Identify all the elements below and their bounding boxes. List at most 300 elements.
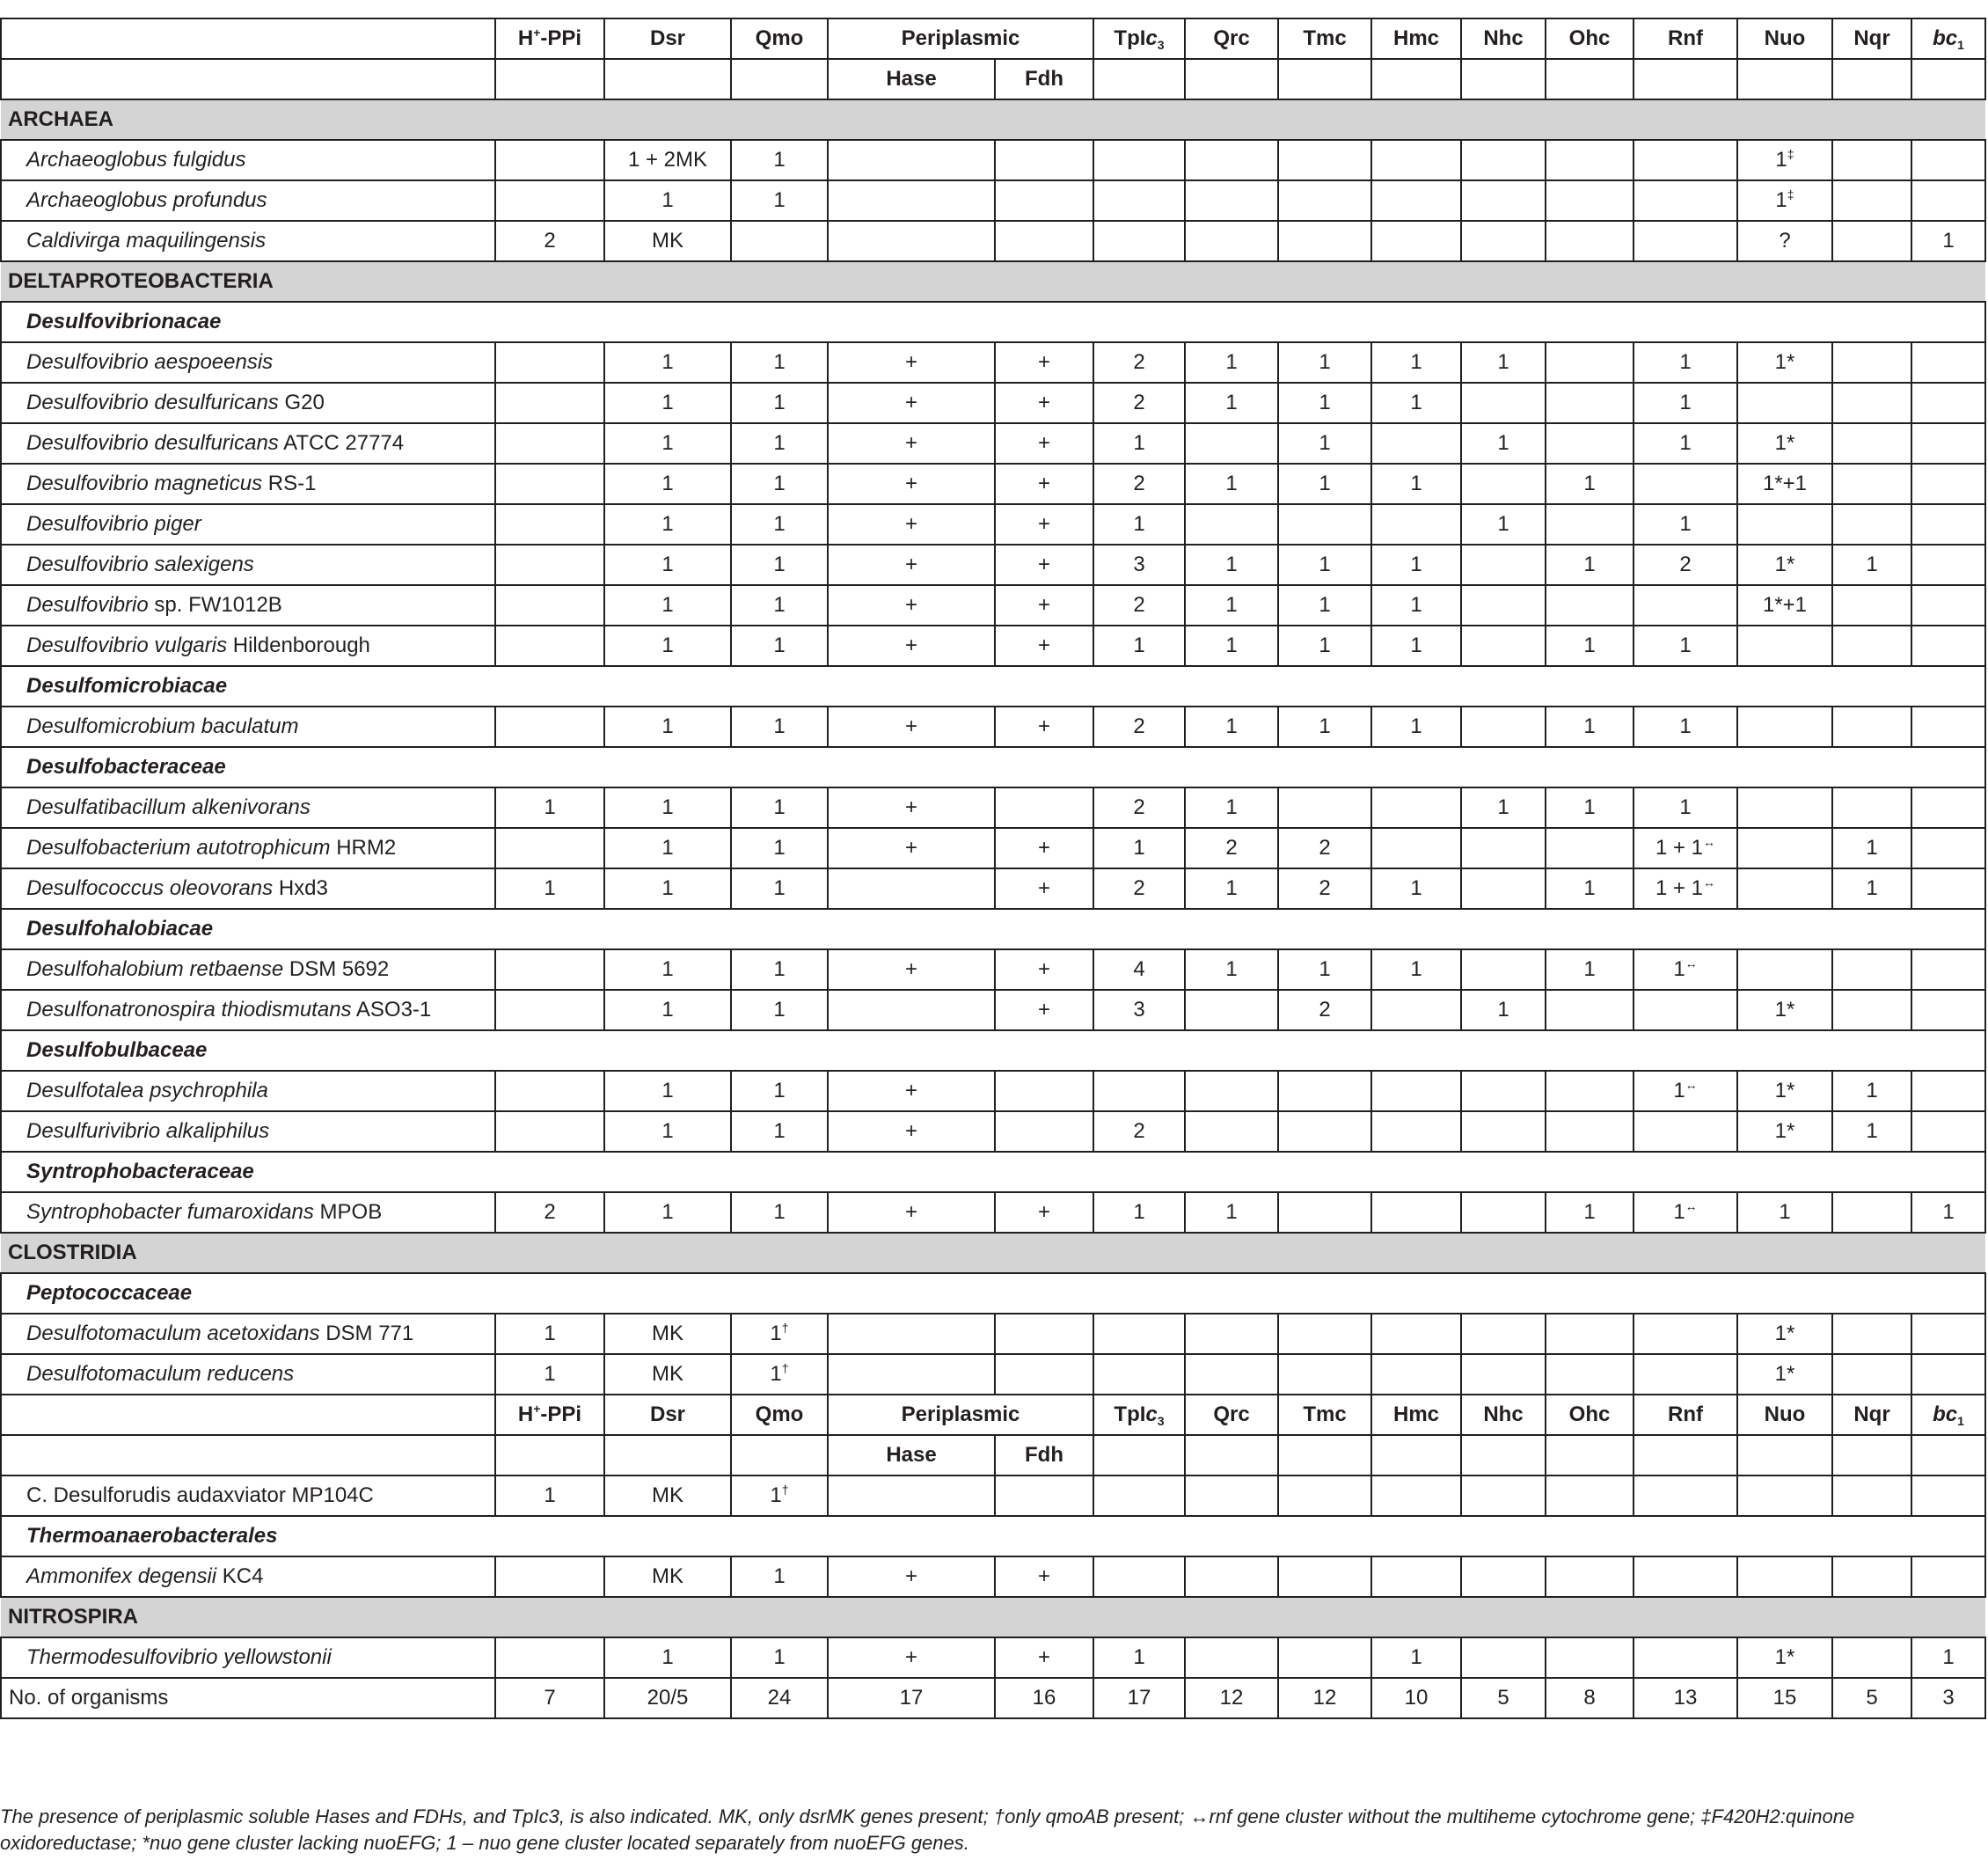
cell-ohc [1546, 383, 1634, 423]
cell-dsr: 1 [604, 504, 731, 545]
strain-name: RS-1 [267, 472, 317, 495]
subheader-blank [1093, 1435, 1185, 1476]
cell-rnf [1634, 990, 1737, 1030]
cell-tplc3 [1093, 1476, 1185, 1516]
cell-hmc [1371, 221, 1461, 261]
family-label: Desulfomicrobiacae [1, 666, 1985, 707]
footnote-mark: ‡ [1787, 187, 1794, 201]
header-rnf: Rnf [1634, 1395, 1737, 1435]
cell-ohc: 1 [1546, 626, 1634, 666]
cell-tmc: 1 [1278, 423, 1371, 464]
subheader-blank [1093, 59, 1185, 99]
cell-hase [828, 221, 995, 261]
cell-nhc: 1 [1461, 990, 1546, 1030]
cell-qmo: 1 [731, 545, 828, 585]
cell-nhc [1461, 180, 1546, 221]
cell-ohc: 1 [1546, 707, 1634, 747]
cell-nhc [1461, 585, 1546, 626]
italic-bc: bc [1933, 1402, 1958, 1426]
cell-fdh [995, 221, 1093, 261]
cell-qrc [1185, 180, 1278, 221]
cell-nqr [1832, 221, 1911, 261]
cell-qmo: 1 [731, 180, 828, 221]
species-name: Desulfotomaculum reducens [26, 1362, 295, 1386]
cell-tmc [1278, 180, 1371, 221]
footnote-mark: ‡ [1787, 147, 1794, 161]
cell-hppi [495, 1637, 604, 1678]
cell-rnf: 1↔ [1634, 949, 1737, 990]
cell-hmc [1371, 1556, 1461, 1597]
table-row [1, 1314, 1985, 1354]
cell-qrc: 1 [1185, 464, 1278, 504]
cell-nuo: 1* [1737, 423, 1832, 464]
total-nqr: 5 [1832, 1678, 1911, 1718]
cell-rnf [1634, 1556, 1737, 1597]
header-qmo: Qmo [731, 1395, 828, 1435]
cell-hase: + [828, 1071, 995, 1111]
cell-hmc: 1 [1371, 464, 1461, 504]
cell-qmo: 1 [731, 707, 828, 747]
cell-ohc: 1 [1546, 949, 1634, 990]
organism-name [1, 423, 495, 464]
cell-rnf [1634, 1476, 1737, 1516]
cell-dsr: 1 [604, 990, 731, 1030]
cell-fdh: + [995, 545, 1093, 585]
cell-hmc [1371, 1314, 1461, 1354]
cell-fdh [995, 1354, 1093, 1395]
cell-ohc [1546, 342, 1634, 383]
cell-nuo: 1*+1 [1737, 464, 1832, 504]
cell-ohc [1546, 1314, 1634, 1354]
strain-name: Hildenborough [232, 633, 370, 657]
cell-nqr [1832, 423, 1911, 464]
cell-nhc [1461, 221, 1546, 261]
cell-tplc3 [1093, 1314, 1185, 1354]
cell-nuo: 1* [1737, 1314, 1832, 1354]
subheader-blank [1832, 59, 1911, 99]
header-hase: Hase [828, 1435, 995, 1476]
cell-nhc [1461, 383, 1546, 423]
strain-name: MPOB [319, 1200, 383, 1224]
subheader-blank [731, 1435, 828, 1476]
cell-nhc [1461, 707, 1546, 747]
cell-hppi: 1 [495, 787, 604, 828]
cell-tmc [1278, 1192, 1371, 1233]
cell-rnf [1634, 1314, 1737, 1354]
header-periplasmic: Periplasmic [828, 18, 1093, 59]
cell-rnf: 1 [1634, 787, 1737, 828]
organism-name [1, 828, 495, 868]
family-row-syntrophobacteraceae [1, 1152, 1985, 1192]
cell-qmo: 1 [731, 423, 828, 464]
cell-hppi: 1 [495, 1314, 604, 1354]
cell-hase [828, 180, 995, 221]
cell-nqr [1832, 949, 1911, 990]
cell-hppi [495, 707, 604, 747]
family-row-peptococcaceae [1, 1273, 1985, 1314]
footnote-mark: ↔ [1685, 1078, 1698, 1092]
header-tplc3: TpIc$_3$ [1093, 18, 1185, 59]
cell-ohc: 1 [1546, 1192, 1634, 1233]
table-row [1, 1192, 1985, 1233]
header-tmc: Tmc [1278, 18, 1371, 59]
species-name: Desulfobacterium autotrophicum [26, 836, 331, 860]
cell-nqr [1832, 140, 1911, 180]
cell-tmc: 1 [1278, 545, 1371, 585]
header-nhc: Nhc [1461, 18, 1546, 59]
total-bc1: 3 [1911, 1678, 1985, 1718]
cell-fdh [995, 1111, 1093, 1152]
cell-tmc: 1 [1278, 464, 1371, 504]
family-label: Desulfobulbaceae [1, 1030, 1985, 1071]
table-row [1, 585, 1985, 626]
cell-qrc: 1 [1185, 585, 1278, 626]
cell-hmc [1371, 1354, 1461, 1395]
cell-tmc: 1 [1278, 383, 1371, 423]
cell-nhc [1461, 949, 1546, 990]
cell-nuo [1737, 626, 1832, 666]
cell-hppi [495, 423, 604, 464]
cell-dsr: 1 [604, 949, 731, 990]
total-ohc: 8 [1546, 1678, 1634, 1718]
cell-qmo: 1 [731, 585, 828, 626]
italic-bc: bc [1933, 26, 1958, 50]
cell-nuo [1737, 1556, 1832, 1597]
family-row-thermoanaerobacterales [1, 1516, 1985, 1556]
cell-hase: + [828, 1111, 995, 1152]
cell-bc1 [1911, 990, 1985, 1030]
header-periplasmic: Periplasmic [828, 1395, 1093, 1435]
cell-hase: + [828, 787, 995, 828]
subheader-blank [731, 59, 828, 99]
subheader-blank [1737, 1435, 1832, 1476]
cell-qmo: 1 [731, 342, 828, 383]
cell-dsr: 1 [604, 828, 731, 868]
family-label: Desulfovibrionacae [1, 302, 1985, 342]
cell-bc1 [1911, 504, 1985, 545]
strain-name: HRM2 [336, 836, 397, 860]
header-tmc: Tmc [1278, 1395, 1371, 1435]
cell-tmc [1278, 787, 1371, 828]
cell-qmo [731, 221, 828, 261]
cell-hmc: 1 [1371, 707, 1461, 747]
section-label: CLOSTRIDIA [1, 1233, 1985, 1273]
section-row-archaea [1, 99, 1985, 140]
cell-tplc3: 2 [1093, 464, 1185, 504]
table-row [1, 180, 1985, 221]
cell-qrc [1185, 140, 1278, 180]
cell-qmo: 1 [731, 383, 828, 423]
cell-nqr: 1 [1832, 868, 1911, 909]
header-rnf: Rnf [1634, 18, 1737, 59]
table-row [1, 787, 1985, 828]
subheader-blank [1634, 59, 1737, 99]
cell-hppi [495, 990, 604, 1030]
cell-fdh [995, 1071, 1093, 1111]
subheader-blank [1461, 1435, 1546, 1476]
cell-hase: + [828, 545, 995, 585]
organism-name [1, 990, 495, 1030]
subheader-blank [604, 1435, 731, 1476]
cell-hmc [1371, 423, 1461, 464]
cell-bc1: 1 [1911, 1637, 1985, 1678]
header-qrc: Qrc [1185, 18, 1278, 59]
cell-hase [828, 1354, 995, 1395]
organism-name [1, 1314, 495, 1354]
table-row [1, 990, 1985, 1030]
cell-qmo: 1 [731, 990, 828, 1030]
cell-qrc [1185, 1354, 1278, 1395]
header-blank [1, 18, 495, 59]
cell-hppi: 1 [495, 1476, 604, 1516]
species-name: Syntrophobacter fumaroxidans [26, 1200, 314, 1224]
cell-nuo: 1 [1737, 1192, 1832, 1233]
cell-qrc: 2 [1185, 828, 1278, 868]
cell-hmc [1371, 180, 1461, 221]
cell-qrc: 1 [1185, 949, 1278, 990]
organism-gene-table [0, 18, 1986, 1719]
cell-qmo: 1 [731, 949, 828, 990]
cell-hmc [1371, 787, 1461, 828]
cell-bc1 [1911, 585, 1985, 626]
cell-nqr [1832, 1476, 1911, 1516]
total-hase: 17 [828, 1678, 995, 1718]
cell-dsr: 1 [604, 787, 731, 828]
cell-qmo: 1 [731, 1637, 828, 1678]
subheader-blank [1, 59, 495, 99]
section-label: DELTAPROTEOBACTERIA [1, 261, 1985, 302]
footnote-mark: † [781, 1483, 789, 1497]
cell-nhc [1461, 545, 1546, 585]
organism-name [1, 626, 495, 666]
organism-name [1, 1111, 495, 1152]
cell-hppi: 1 [495, 1354, 604, 1395]
organism-name [1, 545, 495, 585]
strain-name: Hxd3 [278, 876, 328, 900]
cell-dsr: 1 [604, 707, 731, 747]
cell-nhc: 1 [1461, 342, 1546, 383]
cell-hmc: 1 [1371, 626, 1461, 666]
cell-nqr [1832, 504, 1911, 545]
section-label: ARCHAEA [1, 99, 1985, 140]
cell-tplc3 [1093, 221, 1185, 261]
cell-bc1 [1911, 383, 1985, 423]
cell-rnf [1634, 140, 1737, 180]
header-nqr: Nqr [1832, 1395, 1911, 1435]
cell-nuo: 1‡ [1737, 180, 1832, 221]
cell-dsr: 1 [604, 464, 731, 504]
cell-qrc [1185, 1637, 1278, 1678]
cell-hase: + [828, 342, 995, 383]
cell-nuo: 1* [1737, 1637, 1832, 1678]
cell-rnf: 1 [1634, 626, 1737, 666]
cell-tplc3: 1 [1093, 1192, 1185, 1233]
subheader-row [1, 59, 1985, 99]
cell-hmc [1371, 504, 1461, 545]
cell-qmo: 1 [731, 626, 828, 666]
cell-tplc3: 2 [1093, 707, 1185, 747]
subheader-blank [1278, 1435, 1371, 1476]
family-label: Peptococcaceae [1, 1273, 1985, 1314]
table-body [1, 18, 1985, 1718]
cell-qrc [1185, 1071, 1278, 1111]
cell-qrc [1185, 1111, 1278, 1152]
cell-hmc [1371, 140, 1461, 180]
cell-qrc [1185, 1476, 1278, 1516]
cell-ohc [1546, 180, 1634, 221]
total-rnf: 13 [1634, 1678, 1737, 1718]
cell-fdh: + [995, 585, 1093, 626]
cell-nuo: 1* [1737, 545, 1832, 585]
cell-bc1 [1911, 545, 1985, 585]
cell-fdh: + [995, 990, 1093, 1030]
cell-dsr: 1 [604, 180, 731, 221]
footnote-mark: † [781, 1361, 789, 1375]
cell-qmo: 1 [731, 787, 828, 828]
table-footnote: The presence of periplasmic soluble Hases and FDHs, and TpIc3, is also indicated. MK, only dsrMK genes present; †only qmoAB present; ↔rnf gene cluster without the multiheme cytochrome gene; ‡F420H2:quinone oxidoreductase; *nuo gene cluster lacking nuoEFG; 1 – nuo gene cluster located separately from nuoEFG genes. [0, 1805, 1855, 1854]
cell-nqr: 1 [1832, 1111, 1911, 1152]
cell-qmo: 1 [731, 1556, 828, 1597]
superscript: + [533, 26, 541, 40]
strain-name: KC4 [222, 1564, 264, 1588]
cell-hmc: 1 [1371, 585, 1461, 626]
strain-name: G20 [284, 391, 325, 414]
cell-qrc: 1 [1185, 626, 1278, 666]
cell-qrc [1185, 990, 1278, 1030]
organism-name [1, 1637, 495, 1678]
organism-name [1, 1476, 495, 1516]
cell-nhc [1461, 626, 1546, 666]
species-name: Desulfovibrio [26, 593, 149, 617]
subheader-blank [1911, 1435, 1985, 1476]
cell-bc1 [1911, 787, 1985, 828]
cell-hppi [495, 342, 604, 383]
cell-bc1 [1911, 868, 1985, 909]
species-name: Desulfovibrio aespoeensis [26, 350, 274, 374]
cell-hase: + [828, 464, 995, 504]
total-tmc: 12 [1278, 1678, 1371, 1718]
species-name: Desulfurivibrio alkaliphilus [26, 1119, 270, 1143]
total-qmo: 24 [731, 1678, 828, 1718]
cell-dsr: 1 [604, 1071, 731, 1111]
species-name: Archaeoglobus profundus [26, 188, 267, 212]
organism-name [1, 221, 495, 261]
cell-dsr: 1 [604, 585, 731, 626]
cell-tmc: 2 [1278, 990, 1371, 1030]
superscript: + [533, 1402, 541, 1416]
cell-hase [828, 990, 995, 1030]
section-label: NITROSPIRA [1, 1597, 1985, 1637]
cell-tplc3 [1093, 1071, 1185, 1111]
cell-ohc [1546, 221, 1634, 261]
cell-tplc3: 4 [1093, 949, 1185, 990]
cell-tmc [1278, 504, 1371, 545]
cell-hase: + [828, 1556, 995, 1597]
total-hppi: 7 [495, 1678, 604, 1718]
cell-nhc: 1 [1461, 423, 1546, 464]
cell-nhc [1461, 1111, 1546, 1152]
cell-ohc [1546, 828, 1634, 868]
family-label: Desulfohalobiacae [1, 909, 1985, 949]
cell-fdh [995, 140, 1093, 180]
cell-dsr: 1 [604, 1637, 731, 1678]
italic-c: c [1145, 1402, 1158, 1426]
footnote-mark: ↔ [1703, 875, 1716, 890]
cell-bc1 [1911, 342, 1985, 383]
subheader-row [1, 1435, 1985, 1476]
cell-qrc: 1 [1185, 383, 1278, 423]
cell-fdh: + [995, 828, 1093, 868]
header-dsr: Dsr [604, 18, 731, 59]
cell-hppi [495, 504, 604, 545]
species-name: Desulfovibrio desulfuricans [26, 391, 279, 414]
organism-name [1, 140, 495, 180]
organism-name [1, 383, 495, 423]
cell-hmc [1371, 1111, 1461, 1152]
cell-tmc [1278, 140, 1371, 180]
cell-nuo [1737, 707, 1832, 747]
cell-qrc: 1 [1185, 707, 1278, 747]
cell-nhc [1461, 464, 1546, 504]
cell-hase: + [828, 585, 995, 626]
cell-bc1 [1911, 828, 1985, 868]
cell-nuo: 1* [1737, 1111, 1832, 1152]
cell-hase [828, 868, 995, 909]
species-name: Caldivirga maquilingensis [26, 229, 267, 253]
subheader-blank [495, 1435, 604, 1476]
cell-qmo: 1 [731, 464, 828, 504]
table-row [1, 140, 1985, 180]
subheader-blank [1, 1435, 495, 1476]
cell-qmo: 1 [731, 1071, 828, 1111]
strain-name: ATCC 27774 [283, 431, 405, 455]
cell-rnf [1634, 180, 1737, 221]
organism-name [1, 180, 495, 221]
cell-tmc: 2 [1278, 828, 1371, 868]
cell-nqr [1832, 1192, 1911, 1233]
cell-dsr: 1 [604, 545, 731, 585]
cell-hmc: 1 [1371, 949, 1461, 990]
cell-ohc [1546, 504, 1634, 545]
cell-hase: + [828, 949, 995, 990]
cell-tmc [1278, 1556, 1371, 1597]
strain-name: DSM 5692 [289, 957, 390, 981]
cell-fdh: + [995, 504, 1093, 545]
organism-name [1, 585, 495, 626]
cell-nqr: 1 [1832, 828, 1911, 868]
header-hmc: Hmc [1371, 1395, 1461, 1435]
header-hmc: Hmc [1371, 18, 1461, 59]
cell-fdh: + [995, 464, 1093, 504]
cell-rnf: 1 [1634, 342, 1737, 383]
cell-hmc [1371, 828, 1461, 868]
cell-tmc: 1 [1278, 626, 1371, 666]
cell-tplc3 [1093, 1556, 1185, 1597]
header-qmo: Qmo [731, 18, 828, 59]
cell-ohc: 1 [1546, 787, 1634, 828]
cell-hase: + [828, 1192, 995, 1233]
table-row [1, 383, 1985, 423]
section-row-nitrospira [1, 1597, 1985, 1637]
cell-rnf: 1 + 1↔ [1634, 828, 1737, 868]
strain-name: DSM 771 [325, 1322, 414, 1345]
table-row [1, 423, 1985, 464]
cell-tmc: 2 [1278, 868, 1371, 909]
subheader-blank [604, 59, 731, 99]
cell-hase: + [828, 383, 995, 423]
cell-rnf [1634, 221, 1737, 261]
cell-nhc [1461, 1192, 1546, 1233]
